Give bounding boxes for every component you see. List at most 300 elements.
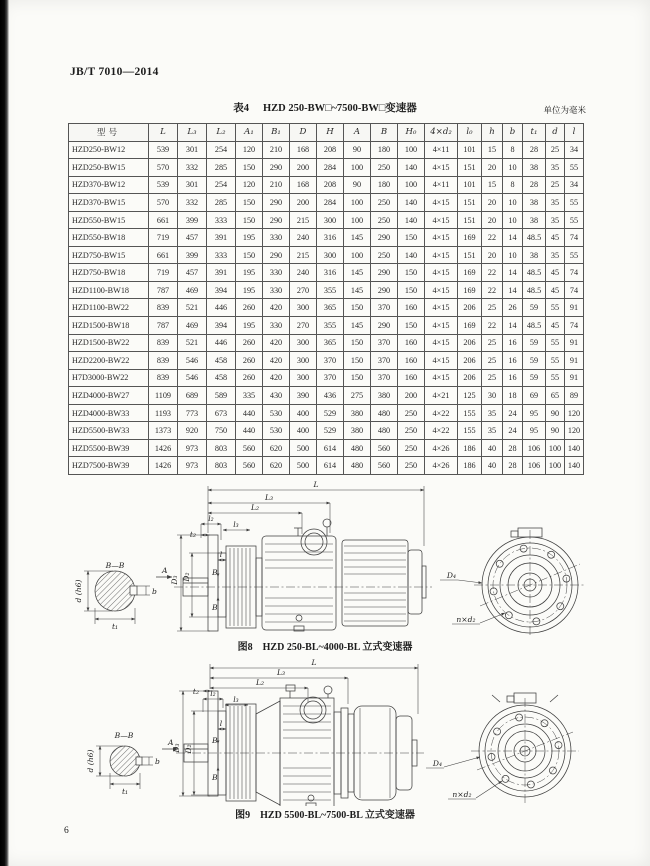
- fig9-shaft-section-view: [86, 731, 160, 796]
- value-cell: 446: [207, 334, 236, 352]
- value-cell: 4×15: [425, 194, 458, 212]
- value-cell: 15: [482, 141, 503, 159]
- value-cell: 180: [371, 176, 398, 194]
- value-cell: 150: [398, 317, 425, 335]
- value-cell: 290: [263, 211, 290, 229]
- model-cell: HZD5500-BW39: [69, 439, 149, 457]
- value-cell: 120: [565, 422, 584, 440]
- model-cell: HZD250-BW12: [69, 141, 149, 159]
- value-cell: 370: [317, 352, 344, 370]
- value-cell: 480: [344, 439, 371, 457]
- dim-label-n-d2: n×d₂: [452, 790, 472, 799]
- value-cell: 140: [398, 194, 425, 212]
- value-cell: 457: [178, 264, 207, 282]
- value-cell: 100: [398, 141, 425, 159]
- value-cell: 150: [236, 194, 263, 212]
- value-cell: 10: [503, 159, 523, 177]
- value-cell: 22: [482, 264, 503, 282]
- value-cell: 20: [482, 211, 503, 229]
- value-cell: 195: [236, 281, 263, 299]
- model-cell: HZD250-BW15: [69, 159, 149, 177]
- value-cell: 316: [317, 229, 344, 247]
- value-cell: 91: [565, 352, 584, 370]
- value-cell: 589: [207, 387, 236, 405]
- value-cell: 661: [149, 211, 178, 229]
- value-cell: 10: [503, 194, 523, 212]
- column-header: H₀: [398, 124, 425, 142]
- value-cell: 4×11: [425, 141, 458, 159]
- value-cell: 8: [503, 141, 523, 159]
- value-cell: 300: [290, 334, 317, 352]
- figure8-label: 图8: [237, 642, 253, 653]
- value-cell: 169: [458, 317, 482, 335]
- value-cell: 120: [565, 404, 584, 422]
- value-cell: 355: [317, 281, 344, 299]
- value-cell: 260: [236, 352, 263, 370]
- value-cell: 59: [523, 369, 546, 387]
- value-cell: 839: [149, 369, 178, 387]
- value-cell: 803: [207, 439, 236, 457]
- value-cell: 55: [546, 299, 565, 317]
- value-cell: 160: [398, 369, 425, 387]
- value-cell: 150: [344, 299, 371, 317]
- value-cell: 420: [263, 369, 290, 387]
- value-cell: 4×11: [425, 176, 458, 194]
- value-cell: 284: [317, 159, 344, 177]
- value-cell: 90: [344, 176, 371, 194]
- value-cell: 4×15: [425, 299, 458, 317]
- dim-label-L: L: [313, 480, 319, 489]
- value-cell: 750: [207, 422, 236, 440]
- value-cell: 10: [503, 246, 523, 264]
- table-label: 表4: [233, 103, 249, 114]
- value-cell: 390: [290, 387, 317, 405]
- value-cell: 16: [503, 352, 523, 370]
- value-cell: 4×15: [425, 317, 458, 335]
- value-cell: 35: [482, 422, 503, 440]
- value-cell: 430: [263, 387, 290, 405]
- dim-label-L2: L₂: [255, 678, 265, 687]
- value-cell: 38: [523, 159, 546, 177]
- value-cell: 140: [565, 457, 584, 475]
- value-cell: 195: [236, 317, 263, 335]
- value-cell: 300: [317, 211, 344, 229]
- value-cell: 26: [503, 299, 523, 317]
- figure9-caption: [68, 806, 582, 821]
- dim-label-l3: l₃: [233, 695, 239, 704]
- value-cell: 90: [546, 422, 565, 440]
- value-cell: 1373: [149, 422, 178, 440]
- value-cell: 275: [344, 387, 371, 405]
- value-cell: 145: [344, 317, 371, 335]
- value-cell: 20: [482, 194, 503, 212]
- model-cell: HZD550-BW18: [69, 229, 149, 247]
- table-row: [69, 194, 584, 212]
- value-cell: 55: [546, 334, 565, 352]
- model-cell: HZD1100-BW22: [69, 299, 149, 317]
- column-header: d: [546, 124, 565, 142]
- value-cell: 250: [398, 457, 425, 475]
- value-cell: 973: [178, 439, 207, 457]
- value-cell: 480: [371, 404, 398, 422]
- value-cell: 45: [546, 317, 565, 335]
- value-cell: 8: [503, 176, 523, 194]
- column-header: l: [565, 124, 584, 142]
- value-cell: 100: [398, 176, 425, 194]
- value-cell: 400: [290, 422, 317, 440]
- fig9-gearbox-side-view: [176, 685, 424, 806]
- value-cell: 300: [317, 246, 344, 264]
- column-header: L₃: [178, 124, 207, 142]
- value-cell: 391: [207, 229, 236, 247]
- value-cell: 24: [503, 422, 523, 440]
- value-cell: 59: [523, 299, 546, 317]
- fig8-flange-end-view: [440, 528, 586, 637]
- section-mark-B-bottom: B: [212, 773, 218, 782]
- value-cell: 24: [503, 404, 523, 422]
- value-cell: 290: [371, 317, 398, 335]
- value-cell: 140: [398, 211, 425, 229]
- value-cell: 208: [317, 141, 344, 159]
- value-cell: 661: [149, 246, 178, 264]
- value-cell: 100: [344, 194, 371, 212]
- value-cell: 240: [290, 229, 317, 247]
- value-cell: 150: [344, 334, 371, 352]
- value-cell: 200: [290, 194, 317, 212]
- value-cell: 300: [290, 369, 317, 387]
- value-cell: 55: [546, 352, 565, 370]
- value-cell: 285: [207, 194, 236, 212]
- value-cell: 168: [290, 141, 317, 159]
- value-cell: 391: [207, 264, 236, 282]
- value-cell: 400: [290, 404, 317, 422]
- value-cell: 90: [344, 141, 371, 159]
- value-cell: 500: [290, 439, 317, 457]
- value-cell: 254: [207, 141, 236, 159]
- dim-label-D4: D₄: [432, 759, 442, 768]
- value-cell: 4×22: [425, 404, 458, 422]
- value-cell: 4×15: [425, 211, 458, 229]
- value-cell: 101: [458, 176, 482, 194]
- column-header: b: [503, 124, 523, 142]
- scan-edge-shadow: [0, 0, 9, 866]
- value-cell: 250: [371, 246, 398, 264]
- value-cell: 4×26: [425, 457, 458, 475]
- value-cell: 145: [344, 264, 371, 282]
- value-cell: 186: [458, 439, 482, 457]
- value-cell: 30: [482, 387, 503, 405]
- section-label: B—B: [105, 561, 125, 570]
- value-cell: 620: [263, 439, 290, 457]
- value-cell: 200: [290, 159, 317, 177]
- model-cell: HZD5500-BW33: [69, 422, 149, 440]
- model-cell: HZD2200-BW22: [69, 352, 149, 370]
- value-cell: 151: [458, 246, 482, 264]
- value-cell: 150: [398, 229, 425, 247]
- value-cell: 55: [565, 194, 584, 212]
- value-cell: 35: [482, 404, 503, 422]
- column-header: h: [482, 124, 503, 142]
- value-cell: 55: [565, 159, 584, 177]
- value-cell: 38: [523, 211, 546, 229]
- model-cell: HZD550-BW15: [69, 211, 149, 229]
- column-header: t₁: [523, 124, 546, 142]
- dim-label-L2: L₂: [250, 503, 260, 512]
- dim-label-d-h6: d (h6): [74, 579, 83, 603]
- value-cell: 210: [263, 141, 290, 159]
- dim-label-D3: D₃: [172, 743, 181, 753]
- column-header: D: [290, 124, 317, 142]
- value-cell: 301: [178, 141, 207, 159]
- value-cell: 787: [149, 281, 178, 299]
- spec-table-body: [69, 141, 584, 474]
- value-cell: 529: [317, 422, 344, 440]
- value-cell: 290: [371, 281, 398, 299]
- value-cell: 25: [482, 352, 503, 370]
- fig9-flange-end-view: [426, 693, 579, 804]
- table-row: [69, 352, 584, 370]
- value-cell: 195: [236, 229, 263, 247]
- value-cell: 1426: [149, 457, 178, 475]
- value-cell: 15: [482, 176, 503, 194]
- value-cell: 106: [523, 457, 546, 475]
- figure9-drawing: [68, 656, 650, 806]
- value-cell: 290: [263, 159, 290, 177]
- value-cell: 440: [236, 422, 263, 440]
- value-cell: 91: [565, 299, 584, 317]
- value-cell: 14: [503, 264, 523, 282]
- value-cell: 22: [482, 281, 503, 299]
- table-row: [69, 387, 584, 405]
- table-row: [69, 334, 584, 352]
- dim-label-D3: D₃: [170, 575, 179, 585]
- value-cell: 4×22: [425, 422, 458, 440]
- dim-label-L: L: [311, 658, 317, 667]
- value-cell: 335: [236, 387, 263, 405]
- value-cell: 160: [398, 352, 425, 370]
- value-cell: 74: [565, 317, 584, 335]
- value-cell: 150: [236, 159, 263, 177]
- value-cell: 469: [178, 281, 207, 299]
- unit-note: 单位为毫米: [543, 105, 586, 115]
- value-cell: 4×15: [425, 352, 458, 370]
- section-mark-B-top: B: [212, 568, 218, 577]
- value-cell: 74: [565, 229, 584, 247]
- value-cell: 215: [290, 211, 317, 229]
- value-cell: 4×15: [425, 369, 458, 387]
- value-cell: 458: [207, 369, 236, 387]
- fig8-view-arrow-a: [156, 566, 172, 577]
- value-cell: 370: [371, 334, 398, 352]
- value-cell: 839: [149, 352, 178, 370]
- value-cell: 22: [482, 317, 503, 335]
- value-cell: 34: [565, 141, 584, 159]
- value-cell: 150: [236, 211, 263, 229]
- value-cell: 4×15: [425, 334, 458, 352]
- value-cell: 91: [565, 334, 584, 352]
- dim-label-l: l: [219, 550, 223, 559]
- value-cell: 539: [149, 141, 178, 159]
- view-label-A: A: [168, 738, 174, 747]
- value-cell: 38: [523, 246, 546, 264]
- value-cell: 95: [523, 404, 546, 422]
- value-cell: 529: [317, 404, 344, 422]
- value-cell: 48.5: [523, 264, 546, 282]
- value-cell: 399: [178, 211, 207, 229]
- value-cell: 89: [565, 387, 584, 405]
- value-cell: 48.5: [523, 317, 546, 335]
- value-cell: 25: [546, 176, 565, 194]
- value-cell: 250: [371, 211, 398, 229]
- value-cell: 500: [290, 457, 317, 475]
- value-cell: 787: [149, 317, 178, 335]
- value-cell: 38: [523, 194, 546, 212]
- value-cell: 125: [458, 387, 482, 405]
- dim-label-l2: l₂: [210, 689, 216, 698]
- value-cell: 370: [371, 299, 398, 317]
- value-cell: 250: [398, 422, 425, 440]
- value-cell: 55: [565, 246, 584, 264]
- value-cell: 100: [344, 211, 371, 229]
- model-cell: HZD4000-BW33: [69, 404, 149, 422]
- value-cell: 446: [207, 299, 236, 317]
- value-cell: 839: [149, 334, 178, 352]
- value-cell: 35: [546, 159, 565, 177]
- value-cell: 4×26: [425, 439, 458, 457]
- dim-label-l2: l₂: [208, 514, 214, 523]
- value-cell: 614: [317, 457, 344, 475]
- value-cell: 365: [317, 299, 344, 317]
- value-cell: 332: [178, 194, 207, 212]
- value-cell: 25: [482, 369, 503, 387]
- value-cell: 370: [371, 352, 398, 370]
- value-cell: 150: [344, 369, 371, 387]
- value-cell: 370: [317, 369, 344, 387]
- value-cell: 25: [482, 299, 503, 317]
- value-cell: 380: [371, 387, 398, 405]
- value-cell: 521: [178, 334, 207, 352]
- value-cell: 10: [503, 211, 523, 229]
- value-cell: 330: [263, 317, 290, 335]
- value-cell: 145: [344, 229, 371, 247]
- value-cell: 140: [398, 246, 425, 264]
- table-title: [68, 100, 582, 115]
- value-cell: 673: [207, 404, 236, 422]
- value-cell: 206: [458, 369, 482, 387]
- value-cell: 180: [371, 141, 398, 159]
- figure8-caption-text: HZD 250-BL~4000-BL 立式变速器: [262, 642, 413, 653]
- value-cell: 4×21: [425, 387, 458, 405]
- column-header: H: [317, 124, 344, 142]
- value-cell: 169: [458, 281, 482, 299]
- model-cell: HZD370-BW12: [69, 176, 149, 194]
- value-cell: 570: [149, 194, 178, 212]
- value-cell: 546: [178, 369, 207, 387]
- value-cell: 839: [149, 299, 178, 317]
- value-cell: 260: [236, 369, 263, 387]
- value-cell: 480: [344, 457, 371, 475]
- dim-label-L3: L₃: [264, 493, 274, 502]
- value-cell: 155: [458, 422, 482, 440]
- dim-label-D2: D₂: [182, 572, 191, 582]
- dim-label-b: b: [155, 757, 160, 766]
- table-row: [69, 264, 584, 282]
- value-cell: 300: [290, 299, 317, 317]
- figure9-caption-text: HZD 5500-BL~7500-BL 立式变速器: [260, 810, 415, 821]
- table-row: [69, 299, 584, 317]
- value-cell: 614: [317, 439, 344, 457]
- column-header: 型号: [69, 124, 149, 142]
- value-cell: 4×15: [425, 159, 458, 177]
- value-cell: 120: [236, 176, 263, 194]
- value-cell: 20: [482, 159, 503, 177]
- value-cell: 380: [344, 422, 371, 440]
- value-cell: 59: [523, 334, 546, 352]
- model-cell: HZD1500-BW18: [69, 317, 149, 335]
- value-cell: 285: [207, 159, 236, 177]
- value-cell: 14: [503, 229, 523, 247]
- value-cell: 48.5: [523, 281, 546, 299]
- value-cell: 20: [482, 246, 503, 264]
- value-cell: 186: [458, 457, 482, 475]
- value-cell: 155: [458, 404, 482, 422]
- dim-label-L3: L₃: [276, 668, 286, 677]
- value-cell: 200: [398, 387, 425, 405]
- value-cell: 920: [178, 422, 207, 440]
- value-cell: 803: [207, 457, 236, 475]
- value-cell: 316: [317, 264, 344, 282]
- value-cell: 100: [344, 246, 371, 264]
- value-cell: 95: [523, 422, 546, 440]
- value-cell: 18: [503, 387, 523, 405]
- dim-label-D4: D₄: [446, 571, 456, 580]
- column-header: L₂: [207, 124, 236, 142]
- value-cell: 1109: [149, 387, 178, 405]
- value-cell: 365: [317, 334, 344, 352]
- dim-label-t2: t₂: [192, 687, 199, 696]
- spec-table: [68, 123, 584, 475]
- value-cell: 28: [523, 176, 546, 194]
- table-row: [69, 457, 584, 475]
- model-cell: HZD750-BW18: [69, 264, 149, 282]
- value-cell: 74: [565, 264, 584, 282]
- value-cell: 689: [178, 387, 207, 405]
- value-cell: 151: [458, 211, 482, 229]
- value-cell: 91: [565, 369, 584, 387]
- value-cell: 4×15: [425, 246, 458, 264]
- value-cell: 560: [371, 439, 398, 457]
- value-cell: 48.5: [523, 229, 546, 247]
- value-cell: 69: [523, 387, 546, 405]
- value-cell: 55: [565, 211, 584, 229]
- value-cell: 151: [458, 159, 482, 177]
- value-cell: 399: [178, 246, 207, 264]
- table-row: [69, 211, 584, 229]
- value-cell: 45: [546, 281, 565, 299]
- value-cell: 719: [149, 229, 178, 247]
- value-cell: 140: [565, 439, 584, 457]
- value-cell: 35: [546, 194, 565, 212]
- value-cell: 16: [503, 334, 523, 352]
- dim-label-n-d2: n×d₂: [456, 615, 476, 624]
- value-cell: 145: [344, 281, 371, 299]
- value-cell: 1426: [149, 439, 178, 457]
- value-cell: 394: [207, 317, 236, 335]
- value-cell: 100: [546, 439, 565, 457]
- value-cell: 260: [236, 334, 263, 352]
- value-cell: 14: [503, 317, 523, 335]
- value-cell: 169: [458, 229, 482, 247]
